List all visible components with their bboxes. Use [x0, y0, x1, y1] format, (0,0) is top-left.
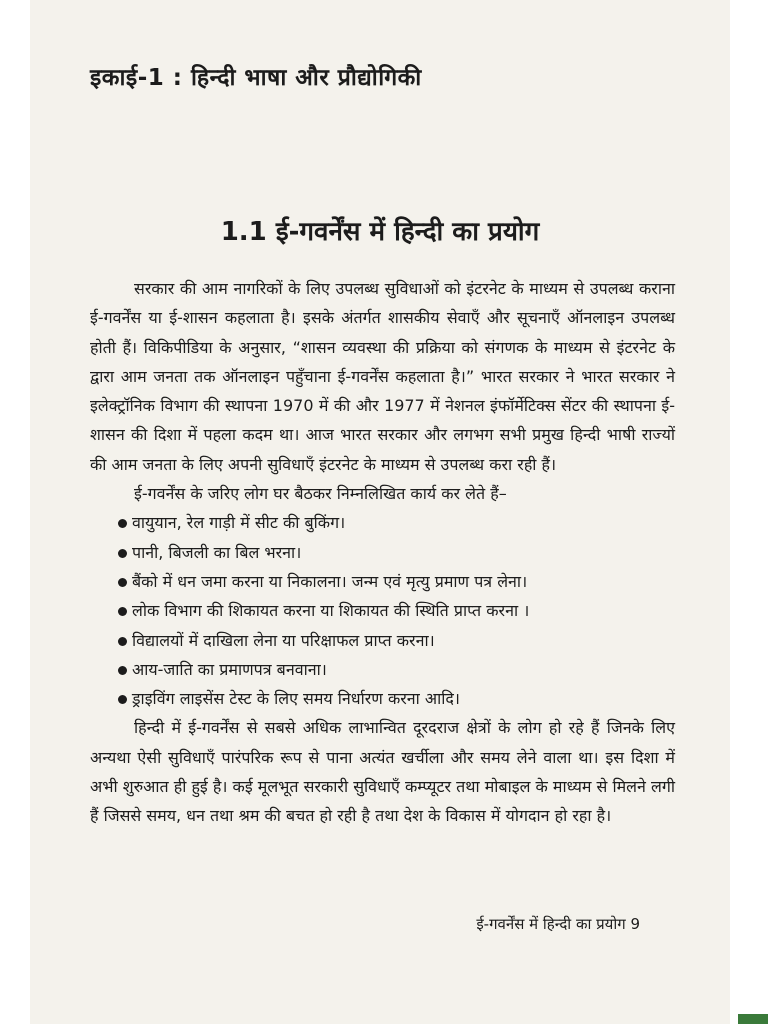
- list-item: [118, 596, 675, 625]
- unit-title: इकाई-1 : हिन्दी भाषा और प्रौद्योगिकी: [90, 65, 422, 91]
- list-item-text: पानी, बिजली का बिल भरना।: [132, 542, 302, 562]
- bullet-icon: [118, 607, 127, 616]
- body-text: [90, 274, 675, 831]
- section-title: 1.1 ई-गवर्नेंस में हिन्दी का प्रयोग: [220, 217, 540, 247]
- list-item: [118, 508, 675, 537]
- list-intro: ई-गवर्नेंस के जरिए लोग घर बैठकर निम्नलिखित कार्य कर लेते हैं–: [134, 484, 507, 504]
- list-item: [118, 567, 675, 596]
- bullet-icon: [118, 519, 127, 528]
- paragraph-conclusion: हिन्दी में ई-गवर्नेंस से सबसे अधिक लाभान्वित दूरदराज क्षेत्रों के लोग हो रहे हैं जिनके लिए अन्यथा ऐसी सुविधाएँ पारंपरिक रूप से पाना अत्यंत खर्चीला और समय लेने वाला था। इस दिशा में अभी शुरुआत ही हुई है। कई मूलभूत सरकारी सुविधाएँ कम्प्यूटर तथा मोबाइल के माध्यम से मिलने लगी हैं जिससे समय, धन तथा श्रम की बचत हो रही है तथा देश के विकास में योगदान हो रहा है।: [90, 718, 675, 826]
- list-item: [118, 538, 675, 567]
- list-item-text: बैंको में धन जमा करना या निकालना। जन्म एवं मृत्यु प्रमाण पत्र लेना।: [132, 571, 528, 591]
- list-item-text: ड्राइविंग लाइसेंस टेस्ट के लिए समय निर्धारण करना आदि।: [132, 689, 460, 709]
- page-footer: ई-गवर्नेंस में हिन्दी का प्रयोग 9: [476, 915, 640, 933]
- book-page: [30, 0, 730, 1024]
- bullet-icon: [118, 549, 127, 558]
- list-item-text: लोक विभाग की शिकायत करना या शिकायत की स्थिति प्राप्त करना ।: [132, 601, 530, 621]
- bullet-icon: [118, 578, 127, 587]
- list-item: [118, 655, 675, 684]
- list-item: [118, 684, 675, 713]
- bullet-icon: [118, 637, 127, 646]
- corner-mark: [738, 1014, 768, 1024]
- list-item: [118, 626, 675, 655]
- paragraph-intro: सरकार की आम नागरिकों के लिए उपलब्ध सुविधाओं को इंटरनेट के माध्यम से उपलब्ध कराना ई-गवर्नेंस या ई-शासन कहलाता है। इसके अंतर्गत शासकीय सेवाएँ और सूचनाएँ ऑनलाइन उपलब्ध होती हैं। विकिपीडिया के अनुसार, “शासन व्यवस्था की प्रक्रिया को संगणक के माध्यम से इंटरनेट के द्वारा आम जनता तक ऑनलाइन पहुँचाना ई-गवर्नेंस कहलाता है।” भारत सरकार ने भारत सरकार ने इलेक्ट्रॉनिक विभाग की स्थापना 1970 में की और 1977 में नेशनल इंफॉर्मेटिक्स सेंटर की स्थापना ई-शासन की दिशा में पहला कदम था। आज भारत सरकार और लगभग सभी प्रमुख हिन्दी भाषी राज्यों की आम जनता के लिए अपनी सुविधाएँ इंटरनेट के माध्यम से उपलब्ध करा रही हैं।: [90, 279, 675, 474]
- services-list: [90, 508, 675, 713]
- list-item-text: विद्यालयों में दाखिला लेना या परिक्षाफल प्राप्त करना।: [132, 630, 435, 650]
- bullet-icon: [118, 695, 127, 704]
- list-item-text: आय-जाति का प्रमाणपत्र बनवाना।: [132, 659, 327, 679]
- bullet-icon: [118, 666, 127, 675]
- list-item-text: वायुयान, रेल गाड़ी में सीट की बुकिंग।: [132, 513, 346, 533]
